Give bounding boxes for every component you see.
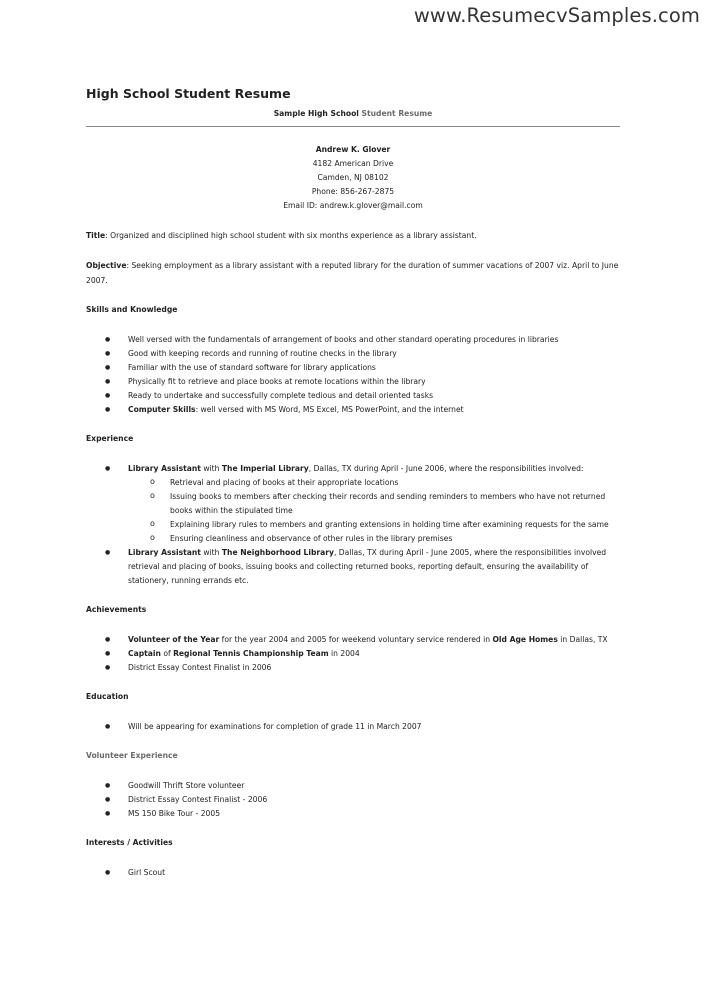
volunteer-list xyxy=(86,779,620,821)
interests-list xyxy=(86,866,620,880)
achievements-list xyxy=(86,633,620,675)
achievement2-bold1: Captain xyxy=(128,649,161,658)
job1-with: with xyxy=(200,464,222,473)
site-watermark: www.ResumecvSamples.com xyxy=(413,4,700,27)
resume-document xyxy=(86,86,620,880)
subtitle-part2: Student Resume xyxy=(361,109,433,118)
divider xyxy=(86,126,620,127)
computer-skills-text: : well versed with MS Word, MS Excel, MS PowerPoint, and the internet xyxy=(195,405,464,414)
list-item: ● Goodwill Thrift Store volunteer xyxy=(86,779,620,793)
subtitle xyxy=(86,108,620,120)
title-text: : Organized and disciplined high school student with six months experience as a library assistant. xyxy=(105,231,477,240)
list-item: ● Will be appearing for examinations for completion of grade 11 in March 2007 xyxy=(86,720,620,734)
job2-details: , Dallas, TX during April - June 2005, where the responsibilities involved retrieval and placing of books, issuing books and collecting returned books, reporting default, ensuring the availability of stationery, running errands etc. xyxy=(128,548,607,585)
skills-heading: Skills and Knowledge xyxy=(86,305,178,314)
volunteer-heading: Volunteer Experience xyxy=(86,751,178,760)
list-item: ● Well versed with the fundamentals of arrangement of books and other standard operating procedures in libraries xyxy=(86,333,620,347)
objective-label: Objective xyxy=(86,261,127,270)
contact-address2: Camden, NJ 08102 xyxy=(317,173,389,182)
achievement1-bold1: Volunteer of the Year xyxy=(128,635,220,644)
achievement2-text2: in 2004 xyxy=(328,649,360,658)
list-item: ● Physically fit to retrieve and place books at remote locations within the library xyxy=(86,375,620,389)
title-paragraph xyxy=(86,228,620,243)
skills-list xyxy=(86,333,620,417)
achievement1-bold2: Old Age Homes xyxy=(492,635,558,644)
job1-org: The Imperial Library xyxy=(221,464,309,473)
list-item: o Issuing books to members after checking their records and sending reminders to members who have not returned books within the stipulated time xyxy=(128,490,620,518)
achievement1-text2: in Dallas, TX xyxy=(557,635,608,644)
job2-role: Library Assistant xyxy=(128,548,201,557)
job2-with: with xyxy=(200,548,222,557)
education-list xyxy=(86,720,620,734)
list-item xyxy=(86,403,620,417)
experience-list xyxy=(86,462,620,588)
list-item xyxy=(86,546,620,588)
contact-block xyxy=(86,143,620,213)
list-item: o Retrieval and placing of books at their appropriate locations xyxy=(128,476,620,490)
achievement1-text1: for the year 2004 and 2005 for weekend voluntary service rendered in xyxy=(219,635,493,644)
list-item xyxy=(86,633,620,647)
list-item xyxy=(86,462,620,546)
achievement2-text1: of xyxy=(160,649,174,658)
job1-details: , Dallas, TX during April - June 2006, where the responsibilities involved: xyxy=(308,464,584,473)
contact-phone: Phone: 856-267-2875 xyxy=(311,187,395,196)
experience-heading: Experience xyxy=(86,434,134,443)
list-item xyxy=(86,647,620,661)
achievement2-bold2: Regional Tennis Championship Team xyxy=(173,649,329,658)
list-item: ● MS 150 Bike Tour - 2005 xyxy=(86,807,620,821)
list-item: ● Good with keeping records and running of routine checks in the library xyxy=(86,347,620,361)
achievements-heading: Achievements xyxy=(86,605,147,614)
contact-address1: 4182 American Drive xyxy=(312,159,394,168)
job1-role: Library Assistant xyxy=(128,464,201,473)
list-item: ● District Essay Contest Finalist in 2006 xyxy=(86,661,620,675)
interests-heading: Interests / Activities xyxy=(86,838,173,847)
title-label: Title xyxy=(86,231,106,240)
list-item: o Ensuring cleanliness and observance of other rules in the library premises xyxy=(128,532,620,546)
job1-duties xyxy=(128,476,620,546)
education-heading: Education xyxy=(86,692,129,701)
objective-paragraph xyxy=(86,258,620,288)
job2-org: The Neighborhood Library xyxy=(221,548,334,557)
contact-email: Email ID: andrew.k.glover@mail.com xyxy=(283,201,423,210)
contact-name: Andrew K. Glover xyxy=(315,145,391,154)
subtitle-part1: Sample High School xyxy=(273,109,359,118)
list-item: o Explaining library rules to members and granting extensions in holding time after examining requests for the same xyxy=(128,518,620,532)
objective-text: : Seeking employment as a library assistant with a reputed library for the duration of summer vacations of 2007 viz. April to June 2007. xyxy=(86,261,619,285)
computer-skills-label: Computer Skills xyxy=(128,405,196,414)
list-item: ● Ready to undertake and successfully complete tedious and detail oriented tasks xyxy=(86,389,620,403)
list-item: ● Girl Scout xyxy=(86,866,620,880)
list-item: ● District Essay Contest Finalist - 2006 xyxy=(86,793,620,807)
list-item: ● Familiar with the use of standard software for library applications xyxy=(86,361,620,375)
page-title: High School Student Resume xyxy=(86,86,291,101)
